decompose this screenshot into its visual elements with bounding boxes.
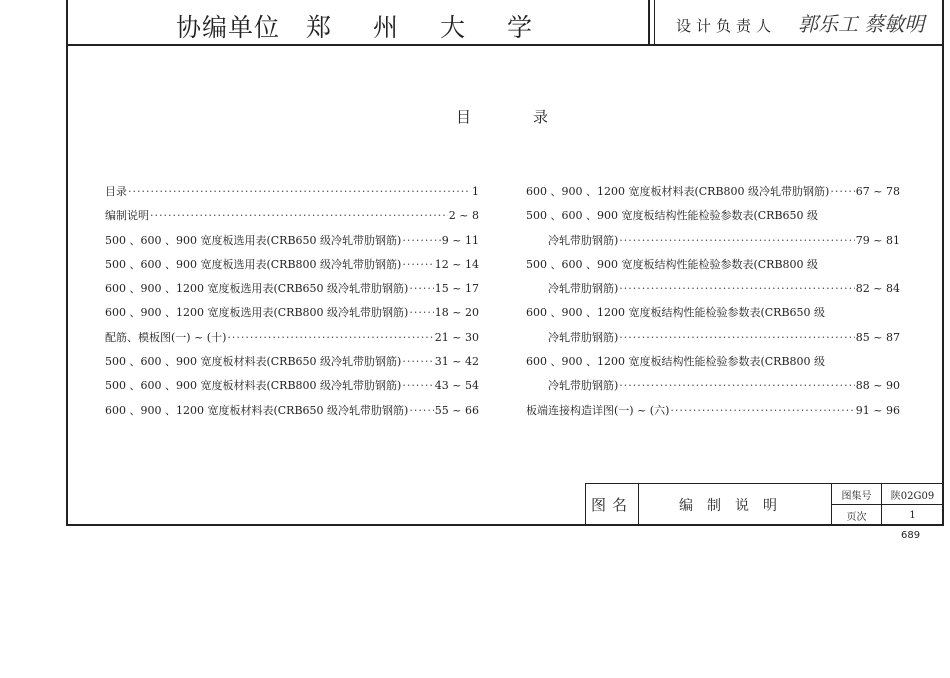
- toc-leader-dots: [619, 326, 854, 350]
- toc-entry-pages: 79 ~ 81: [855, 233, 900, 247]
- drawing-name-label: 图名: [586, 484, 639, 525]
- toc-entry-pages: 9 ~ 11: [441, 233, 479, 247]
- toc-entry: [526, 180, 900, 204]
- toc-entry: [526, 326, 900, 350]
- designer-signature: 郭乐工 蔡敏明: [798, 12, 925, 36]
- page-value: 1: [909, 509, 916, 521]
- toc-entry-title: 600 、900 、1200 宽度板材料表(CRB650 级冷轧带肋钢筋): [105, 403, 409, 417]
- designer-label: 设计负责人: [676, 17, 777, 35]
- toc-leader-dots: [619, 229, 854, 253]
- toc-leader-dots: [402, 374, 433, 398]
- toc-entry-title: 600 、900 、1200 宽度板材料表(CRB800 级冷轧带肋钢筋): [526, 185, 830, 198]
- toc-entry-pages: 55 ~ 66: [434, 403, 479, 417]
- toc-entry-title: 500 、600 、900 宽度板结构性能检验参数表(CRB800 级: [526, 257, 819, 271]
- toc-entry-title: 500 、600 、900 宽度板材料表(CRB800 级冷轧带肋钢筋): [105, 379, 402, 393]
- toc-leader-dots: [619, 277, 854, 301]
- toc-leader-dots: [409, 277, 433, 301]
- atlas-number-label: 图集号: [832, 484, 882, 505]
- toc-entry: [105, 253, 479, 277]
- toc-leader-dots: [402, 253, 433, 277]
- toc-leader-dots: [402, 229, 440, 253]
- toc-entry: [526, 399, 900, 423]
- title-block: [585, 483, 943, 525]
- toc-entry: [105, 326, 479, 350]
- toc-entry-pages: 21 ~ 30: [434, 330, 479, 344]
- toc-entry: [526, 253, 900, 277]
- toc-left-column: [105, 180, 479, 423]
- toc-leader-dots: [409, 399, 433, 423]
- toc-right-column: [526, 180, 900, 423]
- toc-entry: [105, 301, 479, 325]
- toc-leader-dots: [830, 180, 854, 204]
- toc-entry-pages: 1: [472, 185, 479, 198]
- toc-entry-title: 500 、600 、900 宽度板选用表(CRB800 级冷轧带肋钢筋): [105, 257, 402, 271]
- toc-entry: [105, 374, 479, 398]
- toc-entry: [105, 204, 479, 228]
- page-number: 689: [901, 530, 921, 541]
- toc-leader-dots: [619, 374, 854, 398]
- toc-entry-title: 冷轧带肋钢筋): [548, 282, 619, 296]
- toc-entry-title: 冷轧带肋钢筋): [548, 233, 619, 247]
- toc-entry-pages: 43 ~ 54: [434, 379, 479, 393]
- toc-entry-pages: 85 ~ 87: [855, 330, 900, 344]
- toc-leader-dots: [409, 301, 433, 325]
- atlas-number: 陕02G09: [882, 484, 943, 505]
- header-divider-thin: [654, 0, 655, 44]
- toc-entry-title: 板端连接构造详图(一) ~ (六): [526, 403, 670, 417]
- header-bar: [68, 0, 942, 46]
- toc-entry-pages: 82 ~ 84: [855, 282, 900, 296]
- toc-entry-pages: 91 ~ 96: [855, 403, 900, 417]
- toc-entry-title: 500 、600 、900 宽度板材料表(CRB650 级冷轧带肋钢筋): [105, 355, 402, 369]
- toc-entry: [526, 374, 900, 398]
- toc-entry-title: 600 、900 、1200 宽度板选用表(CRB650 级冷轧带肋钢筋): [105, 282, 409, 296]
- page-label: 页次: [832, 505, 882, 525]
- toc-entry-title: 冷轧带肋钢筋): [548, 330, 619, 344]
- toc-leader-dots: [128, 180, 471, 204]
- toc-entry: [105, 277, 479, 301]
- toc-leader-dots: [670, 399, 854, 423]
- toc-entry-pages: 18 ~ 20: [434, 306, 479, 320]
- toc-entry-pages: 15 ~ 17: [434, 282, 479, 296]
- toc-entry-title: 500 、600 、900 宽度板结构性能检验参数表(CRB650 级: [526, 209, 819, 223]
- toc-entry-title: 600 、900 、1200 宽度板结构性能检验参数表(CRB650 级: [526, 306, 826, 320]
- cooperator-name: 郑州大学: [306, 13, 575, 42]
- toc-leader-dots: [402, 350, 433, 374]
- toc-entry: [105, 229, 479, 253]
- toc-entry: [526, 277, 900, 301]
- toc-entry-title: 编制说明: [105, 209, 149, 223]
- toc-entry-title: 配筋、模板图(一) ~ (十): [105, 330, 227, 344]
- toc-entry: [526, 229, 900, 253]
- toc-entry-title: 500 、600 、900 宽度板选用表(CRB650 级冷轧带肋钢筋): [105, 233, 402, 247]
- header-divider: [648, 0, 650, 44]
- toc-entry-pages: 67 ~ 78: [855, 185, 900, 198]
- drawing-sheet: [66, 0, 944, 526]
- toc-entry-pages: 12 ~ 14: [434, 257, 479, 271]
- toc-leader-dots: [150, 204, 448, 228]
- toc-entry-title: 600 、900 、1200 宽度板选用表(CRB800 级冷轧带肋钢筋): [105, 306, 409, 320]
- toc-entry: [105, 399, 479, 423]
- toc-entry-title: 目录: [105, 185, 127, 198]
- toc-entry: [105, 350, 479, 374]
- toc-entry-title: 冷轧带肋钢筋): [548, 379, 619, 393]
- toc-entry: [526, 350, 900, 374]
- toc-entry-title: 600 、900 、1200 宽度板结构性能检验参数表(CRB800 级: [526, 355, 826, 369]
- toc-entry: [526, 204, 900, 228]
- drawing-name: 编制说明: [639, 484, 832, 525]
- toc-entry: [526, 301, 900, 325]
- toc-entry: [105, 180, 479, 204]
- toc-entry-pages: 31 ~ 42: [434, 355, 479, 369]
- toc-title: 目录: [456, 108, 611, 126]
- cooperator-label: 协编单位: [176, 13, 281, 42]
- toc-entry-pages: 88 ~ 90: [855, 379, 900, 393]
- toc-leader-dots: [227, 326, 433, 350]
- toc-entry-pages: 2 ~ 8: [448, 209, 479, 223]
